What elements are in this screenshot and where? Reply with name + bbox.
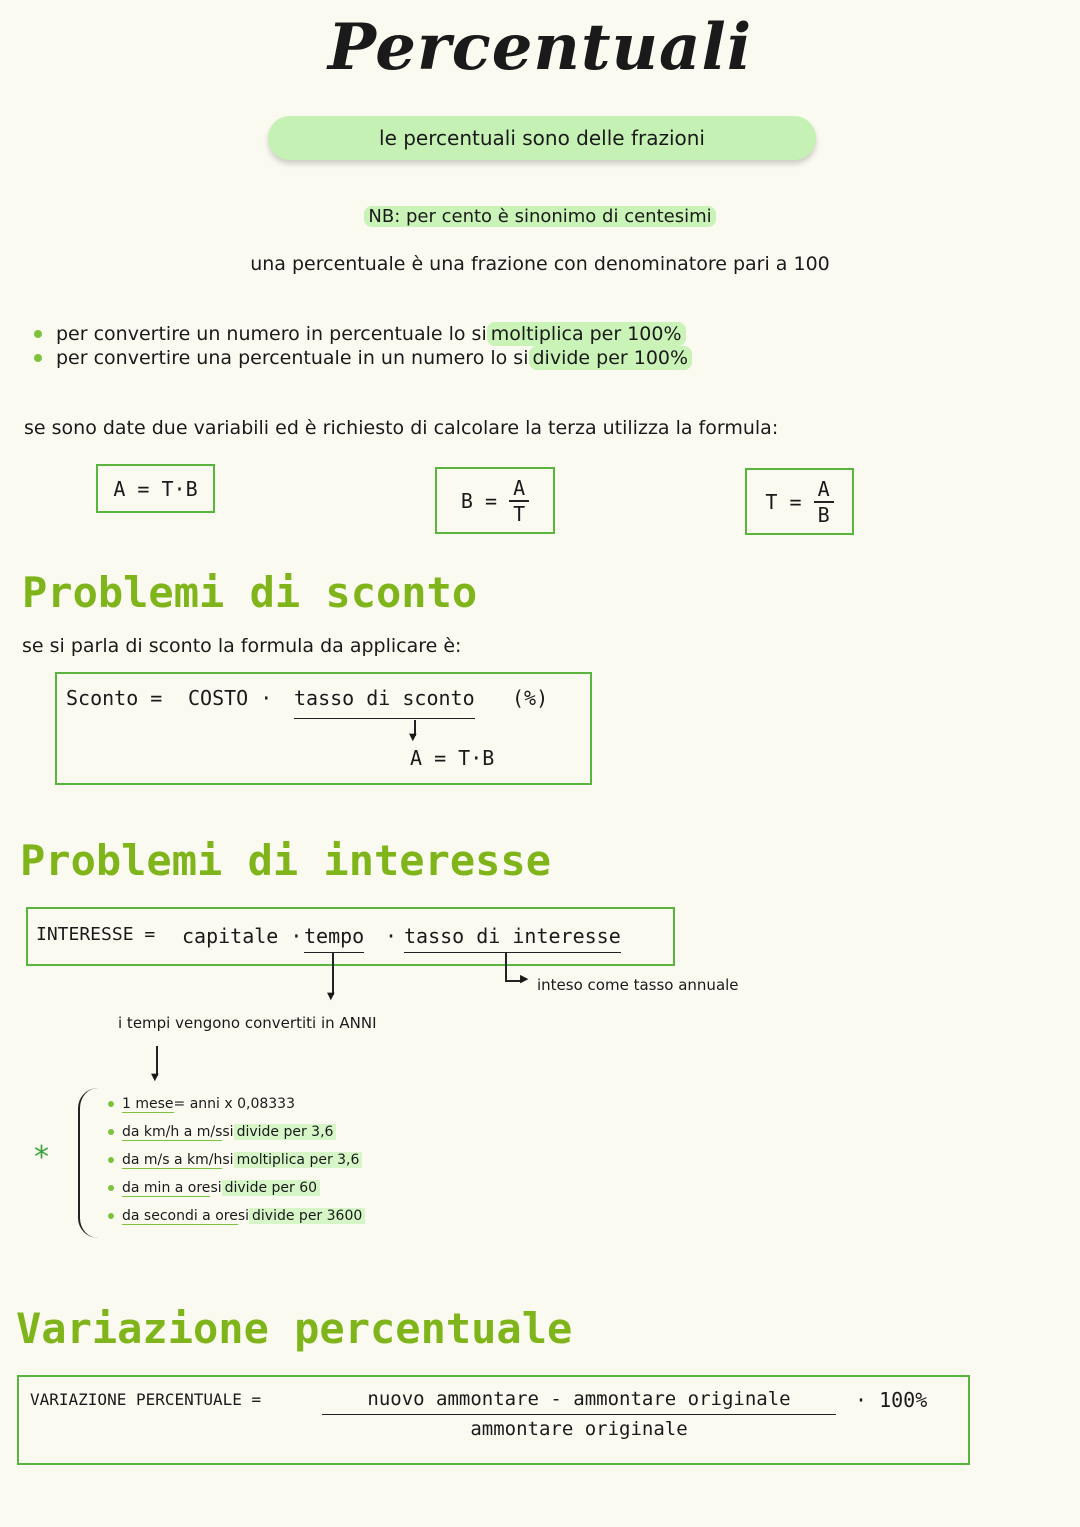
interesse-dot: · [385, 924, 398, 948]
sconto-tasso: tasso di sconto [294, 686, 475, 719]
conversion-op: si [222, 1152, 234, 1168]
arrow-right-icon: ▶ [520, 972, 529, 985]
formula-t-fraction [814, 477, 834, 527]
formula-intro: se sono date due variabili ed è richiesto di calcolare la terza utilizza la formula: [24, 417, 779, 439]
conversion-rule: divide per 3600 [249, 1208, 365, 1224]
nb-text: NB: per cento è sinonimo di centesimi [364, 206, 715, 227]
formula-b-fraction [509, 476, 529, 526]
list-item [108, 1202, 365, 1230]
tasso-arrow-line [505, 953, 507, 981]
conversion-op: = anni x 0,08333 [173, 1096, 295, 1112]
tempo-note: i tempi vengono convertiti in ANNI [118, 1014, 377, 1032]
bullet-icon [108, 1185, 114, 1191]
conversion-from: da secondi a ore [122, 1207, 238, 1224]
sconto-sub-formula: A = T·B [410, 746, 495, 770]
variazione-heading: Variazione percentuale [16, 1304, 573, 1353]
sconto-heading: Problemi di sconto [22, 568, 478, 617]
interesse-tasso: tasso di interesse [404, 924, 621, 953]
variazione-lhs: VARIAZIONE PERCENTUALE = [30, 1390, 262, 1409]
conversion-op: si [210, 1180, 222, 1196]
rule-highlight: moltiplica per 100% [487, 322, 686, 346]
list-item [108, 1174, 365, 1202]
formula-b-num: A [509, 476, 529, 502]
nb-note [0, 206, 1080, 227]
list-item [108, 1118, 365, 1146]
bullet-icon [108, 1213, 114, 1219]
key-concept-pill [268, 116, 816, 160]
sconto-percent: (%) [512, 686, 549, 710]
interesse-lhs: INTERESSE = [36, 924, 156, 945]
interesse-heading: Problemi di interesse [20, 836, 552, 885]
list-item [34, 346, 692, 370]
interesse-tempo: tempo [304, 924, 364, 953]
list-item [108, 1146, 365, 1174]
arrow-down-icon: ▼ [409, 732, 417, 743]
formula-t-num: A [814, 477, 834, 503]
list-item [34, 322, 692, 346]
bullet-icon [34, 330, 42, 338]
sconto-intro: se si parla di sconto la formula da applicare è: [22, 635, 462, 657]
formula-b-lhs: B = [460, 488, 498, 513]
interesse-capitale: capitale · [182, 924, 303, 948]
conversion-rule: moltiplica per 3,6 [234, 1152, 363, 1168]
key-concept-text: le percentuali sono delle frazioni [379, 126, 705, 150]
bullet-icon [108, 1157, 114, 1163]
variazione-multiplier: · 100% [855, 1388, 928, 1412]
star-icon: * [34, 1140, 49, 1175]
conversion-rule: divide per 60 [222, 1180, 320, 1196]
sconto-lhs: Sconto = [66, 686, 163, 710]
conversion-from: da km/h a m/s [122, 1123, 223, 1140]
variazione-denominator: ammontare originale [470, 1418, 688, 1440]
conversion-op: si [237, 1208, 250, 1224]
formula-a: A = T·B [113, 476, 198, 501]
conversion-from: da m/s a km/h [122, 1151, 223, 1168]
conversion-from: 1 mese [122, 1095, 174, 1112]
conversion-from: da min a ore [122, 1179, 211, 1196]
variazione-numerator: nuovo ammontare - ammontare originale [322, 1388, 836, 1415]
bullet-icon [108, 1129, 114, 1135]
tempo-arrow-line [332, 953, 334, 995]
formula-box-t [745, 468, 854, 535]
rule-highlight: divide per 100% [529, 346, 693, 370]
rule-text: per convertire un numero in percentuale lo si [56, 323, 487, 345]
brace-icon [78, 1088, 100, 1238]
formula-box-b [435, 467, 555, 534]
bullet-icon [108, 1101, 114, 1107]
conversion-rule: divide per 3,6 [234, 1124, 337, 1140]
conversion-rules-list [34, 322, 692, 370]
formula-t-lhs: T = [765, 489, 802, 514]
arrow-down-icon: ▼ [151, 1072, 159, 1083]
page-title: Percentuali [327, 10, 753, 85]
conversion-op: si [222, 1124, 234, 1140]
tasso-note: inteso come tasso annuale [537, 976, 739, 994]
arrow-down-icon: ▼ [327, 991, 335, 1002]
sconto-costo: COSTO · [188, 686, 273, 710]
formula-box-a [96, 464, 215, 513]
bullet-icon [34, 354, 42, 362]
formula-b-den: T [513, 501, 526, 526]
time-conversions-list [108, 1090, 365, 1230]
rule-text: per convertire una percentuale in un numero lo si [56, 347, 529, 369]
formula-t-den: B [817, 502, 830, 527]
list-item [108, 1090, 365, 1118]
definition-text: una percentuale è una frazione con denominatore pari a 100 [250, 253, 830, 275]
